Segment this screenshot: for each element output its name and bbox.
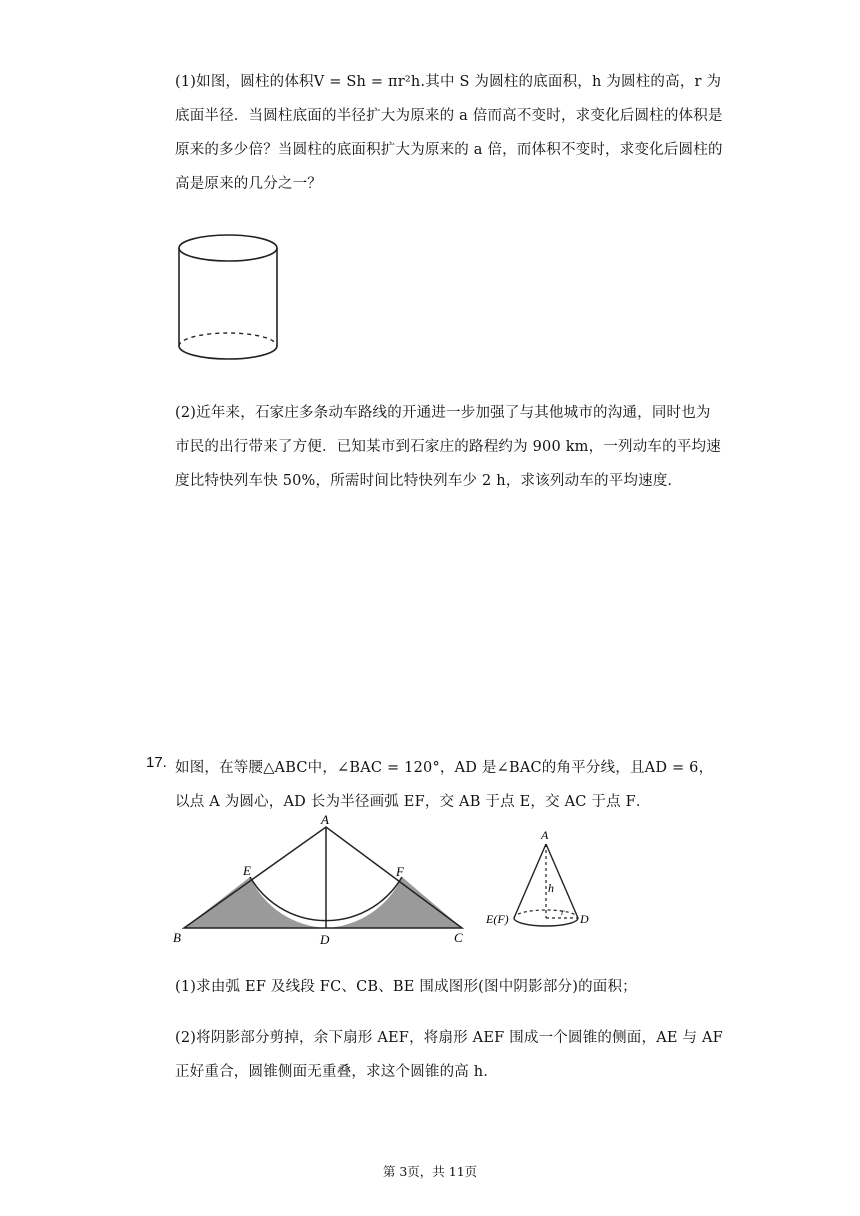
cone-left-slant bbox=[514, 844, 546, 918]
q17-sub1: (1)求由弧 EF 及线段 FC、CB、BE 围成图形(图中阴影部分)的面积； bbox=[175, 979, 637, 995]
part1-paragraph: (1)如图，圆柱的体积V = Sh = πr²h.其中 S 为圆柱的底面积，h 为圆柱的高，r 为底面半径．当圆柱底面的半径扩大为原来的 a 倍而高不变时，求变化后圆柱的体积是原来的多少倍？当圆柱的底面积扩大为原来的 a 倍，而体积不变时，求变化后圆柱的高是原来的几分之一？ bbox=[175, 74, 723, 192]
label-d: D bbox=[320, 932, 330, 947]
cylinder-top-ellipse bbox=[179, 235, 277, 261]
cone-label-d: D bbox=[580, 912, 589, 926]
cone-label-a: A bbox=[541, 828, 549, 842]
q17-sub2: (2)将阴影部分剪掉，余下扇形 AEF，将扇形 AEF 围成一个圆锥的侧面，AE 与 AF 正好重合，圆锥侧面无重叠，求这个圆锥的高 h． bbox=[175, 1030, 723, 1080]
q17-stem: 如图，在等腰△ABC中，∠BAC = 120°，AD 是∠BAC的角平分线，且AD = 6，以点 A 为圆心，AD 长为半径画弧 EF，交 AB 于点 E，交 AC 于点 F． bbox=[175, 760, 714, 810]
cone-label-r: r bbox=[561, 907, 565, 917]
cylinder-figure bbox=[172, 228, 284, 364]
cone-label-ef: E(F) bbox=[486, 912, 509, 926]
cylinder-bottom-front bbox=[179, 346, 277, 359]
label-a: A bbox=[321, 812, 329, 827]
shaded-region-right bbox=[326, 877, 462, 928]
label-e: E bbox=[243, 863, 251, 878]
label-f: F bbox=[396, 864, 404, 879]
cone-label-h: h bbox=[548, 881, 554, 895]
part2-paragraph: (2)近年来，石家庄多条动车路线的开通进一步加强了与其他城市的沟通，同时也为市民的出行带来了方便．已知某市到石家庄的路程约为 900 km，一列动车的平均速度比特快列车快 50%，所需时间比特快列车少 2 h，求该列动车的平均速度． bbox=[175, 405, 721, 489]
label-b: B bbox=[173, 930, 181, 945]
question-number: 17. bbox=[146, 754, 167, 771]
cone-base-front bbox=[514, 918, 578, 926]
cone-figure bbox=[486, 826, 596, 938]
cylinder-bottom-back-dashed bbox=[179, 333, 277, 346]
page-footer: 第 3页，共 11页 bbox=[382, 1164, 478, 1179]
triangle-figure bbox=[170, 812, 470, 948]
label-c: C bbox=[454, 930, 463, 945]
